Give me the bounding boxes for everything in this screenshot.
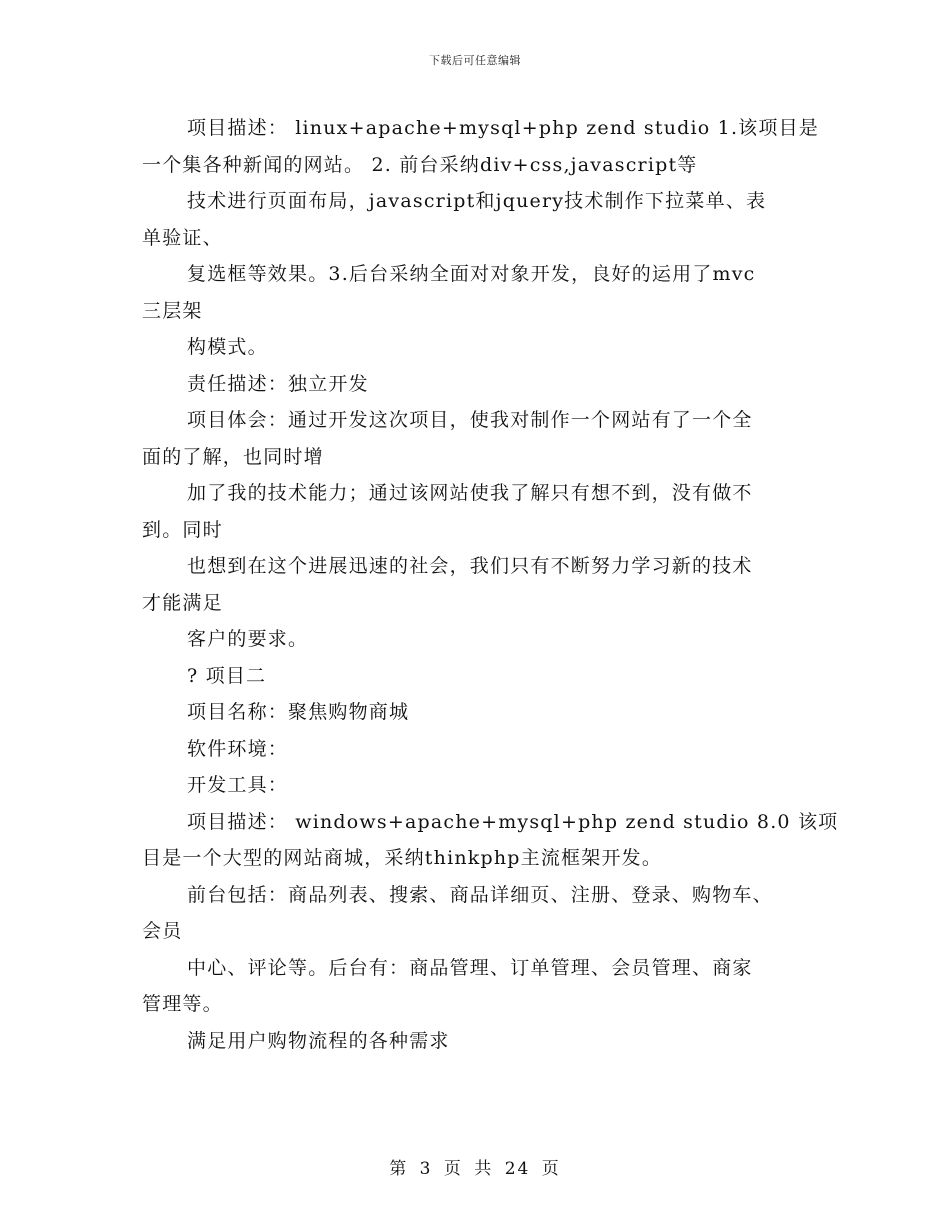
section-heading: ? 项目二 — [187, 664, 267, 687]
text-line: 会员 — [142, 920, 183, 942]
footer-prefix: 第 — [389, 1159, 409, 1179]
text-line: 目是一个大型的网站商城，采纳thinkphp主流框架开发。 — [142, 847, 663, 869]
current-page-number: 3 — [419, 1159, 433, 1179]
text-line: 中心、评论等。后台有：商品管理、订单管理、会员管理、商家 — [187, 956, 753, 979]
footer-page-word: 页 — [443, 1159, 463, 1179]
text-line: 软件环境： — [187, 737, 289, 760]
text-line: 满足用户购物流程的各种需求 — [187, 1029, 450, 1052]
footer-total-word: 共 — [474, 1159, 494, 1179]
text-line: 也想到在这个进展迅速的社会，我们只有不断努力学习新的技术 — [187, 555, 753, 577]
text-line: 面的了解，也同时增 — [142, 445, 324, 468]
text-line: 加了我的技术能力；通过该网站使我了解只有想不到，没有做不 — [187, 482, 753, 504]
document-body — [142, 110, 839, 1059]
text-line: 才能满足 — [142, 591, 223, 614]
text-line: 构模式。 — [187, 336, 268, 358]
text-line: 三层架 — [142, 299, 203, 322]
footer-suffix: 页 — [541, 1159, 561, 1179]
text-line: 到。同时 — [142, 518, 223, 541]
text-line: 前台包括：商品列表、搜索、商品详细页、注册、登录、购物车、 — [187, 883, 773, 906]
text-line: 单验证、 — [142, 226, 223, 249]
text-line: 复选框等效果。3.后台采纳全面对对象开发，良好的运用了mvc — [187, 263, 756, 285]
text-line: 技术进行页面布局，javascript和jquery技术制作下拉菜单、表 — [187, 190, 767, 212]
text-line: 客户的要求。 — [187, 628, 309, 650]
text-line: 管理等。 — [142, 993, 223, 1015]
text-line: 项目体会：通过开发这次项目，使我对制作一个网站有了一个全 — [187, 409, 753, 431]
header-note: 下载后可任意编辑 — [429, 54, 521, 67]
text-line: 项目名称：聚焦购物商城 — [187, 701, 410, 723]
page-footer — [0, 1154, 950, 1179]
text-line: 责任描述：独立开发 — [187, 372, 369, 395]
text-line: 项目描述： windows+apache+mysql+php zend studio 8.0 该项 — [187, 810, 839, 833]
total-page-count: 24 — [504, 1159, 531, 1179]
text-line: 项目描述： linux+apache+mysql+php zend studio 1.该项目是 — [187, 117, 819, 139]
text-line: 一个集各种新闻的网站。 2. 前台采纳div+css,javascript等 — [142, 153, 698, 176]
text-line: 开发工具： — [187, 774, 289, 796]
